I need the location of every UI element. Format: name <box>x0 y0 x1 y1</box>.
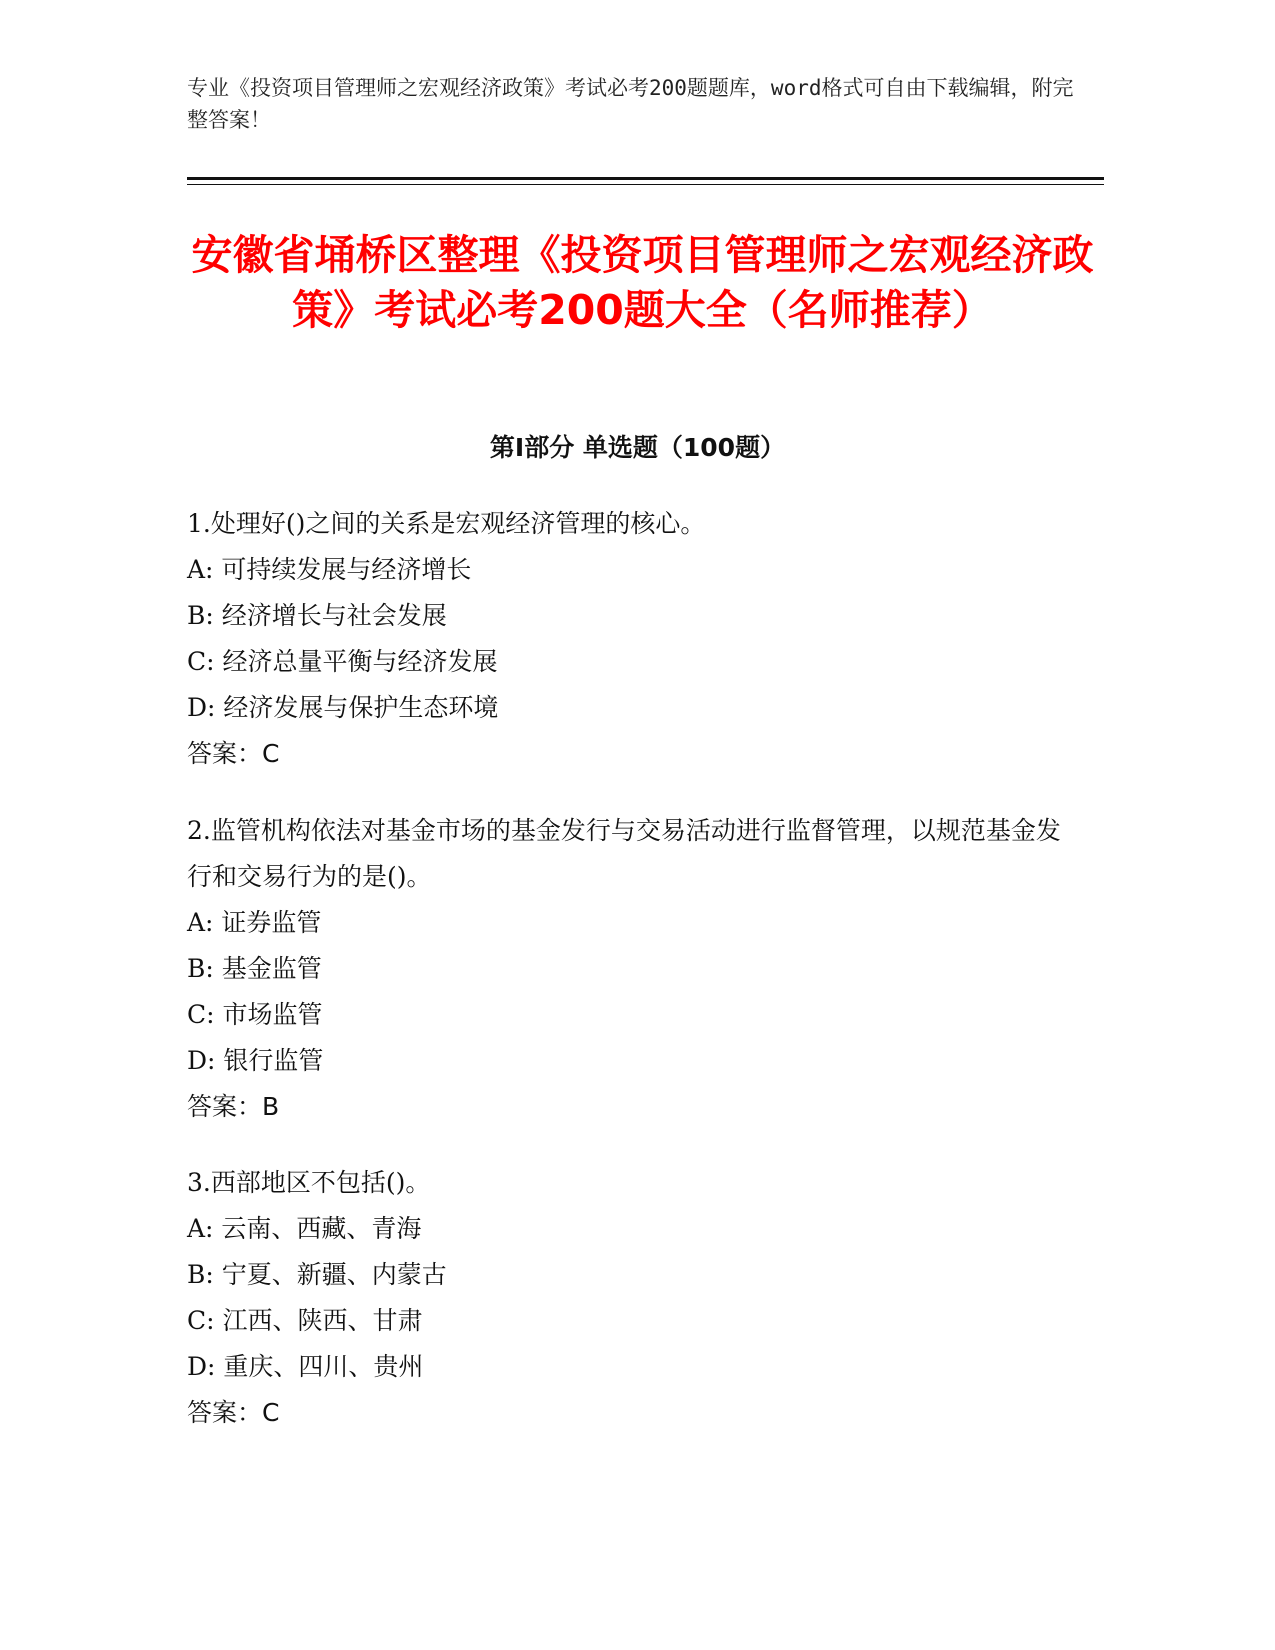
question-stem: 1.处理好()之间的关系是宏观经济管理的核心。 <box>187 509 706 538</box>
header-note: 专业《投资项目管理师之宏观经济政策》考试必考200题题库，word格式可自由下载编辑，附完整答案！ <box>187 76 1074 132</box>
option-c: C: 市场监管 <box>187 1000 323 1029</box>
option-b: B: 基金监管 <box>187 954 322 983</box>
option-b: B: 宁夏、新疆、内蒙古 <box>187 1260 447 1289</box>
question-stem: 3.西部地区不包括()。 <box>187 1168 431 1197</box>
answer: 答案：B <box>187 1092 280 1121</box>
question-stem: 2.监管机构依法对基金市场的基金发行与交易活动进行监督管理，以规范基金发行和交易行为的是()。 <box>187 816 1061 891</box>
option-d: D: 银行监管 <box>187 1046 324 1075</box>
option-b: B: 经济增长与社会发展 <box>187 601 447 630</box>
header-rule-thin <box>187 184 1104 185</box>
option-c: C: 经济总量平衡与经济发展 <box>187 647 498 676</box>
header-rule-thick <box>187 177 1104 180</box>
question-1 <box>187 501 1067 777</box>
option-c: C: 江西、陕西、甘肃 <box>187 1306 423 1335</box>
option-a: A: 云南、西藏、青海 <box>187 1214 422 1243</box>
document-title: 安徽省埇桥区整理《投资项目管理师之宏观经济政策》考试必考200题大全（名师推荐） <box>191 231 1094 334</box>
option-d: D: 经济发展与保护生态环境 <box>187 693 499 722</box>
answer: 答案：C <box>187 739 280 768</box>
question-3 <box>187 1160 1067 1436</box>
question-2 <box>187 808 1067 1130</box>
answer: 答案：C <box>187 1398 280 1427</box>
option-d: D: 重庆、四川、贵州 <box>187 1352 424 1381</box>
option-a: A: 证券监管 <box>187 908 322 937</box>
section-heading: 第Ⅰ部分 单选题（100题） <box>489 433 786 462</box>
option-a: A: 可持续发展与经济增长 <box>187 555 472 584</box>
